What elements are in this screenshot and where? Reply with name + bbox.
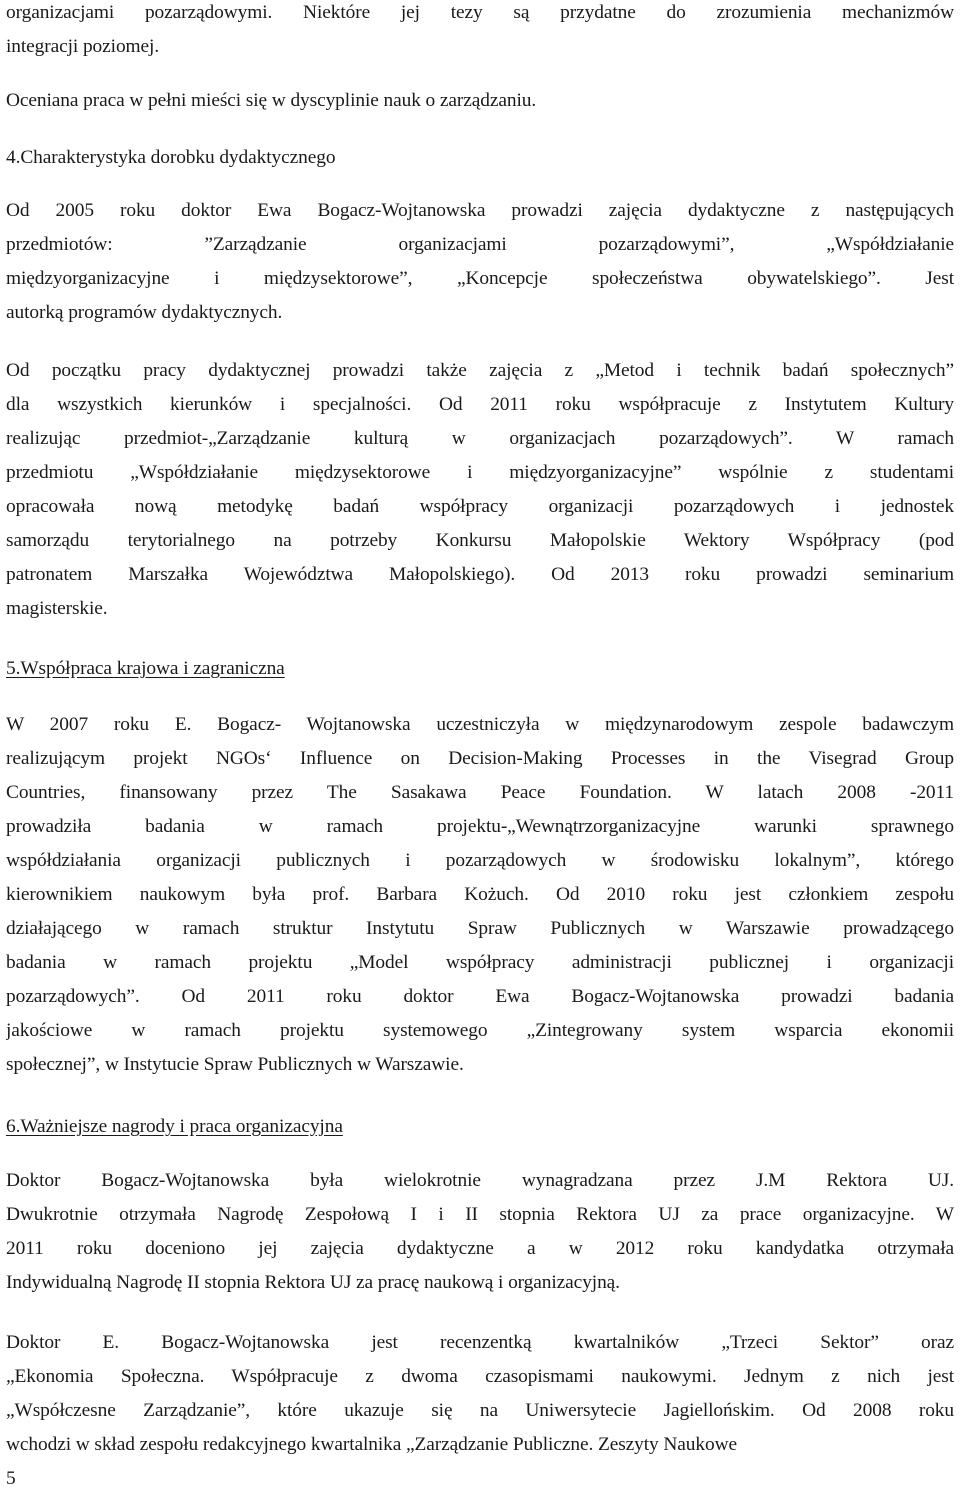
paragraph-line: jakościowe w ramach projektu systemowego „Zintegrowany system wsparcia ekonomii [6,1020,954,1041]
paragraph-line: integracji poziomej. [6,36,160,57]
paragraph-line: Doktor Bogacz-Wojtanowska była wielokrotnie wynagradzana przez J.M Rektora UJ. [6,1170,954,1191]
paragraph-line: samorządu terytorialnego na potrzeby Konkursu Małopolskie Wektory Współpracy (pod [6,530,954,551]
paragraph-line: „Współczesne Zarządzanie”, które ukazuje się na Uniwersytecie Jagiellońskim. Od 2008 roku [6,1400,954,1421]
paragraph-line: Indywidualną Nagrodę II stopnia Rektora UJ za pracę naukową i organizacyjną. [6,1272,620,1293]
paragraph-line: Oceniana praca w pełni mieści się w dyscyplinie nauk o zarządzaniu. [6,90,537,111]
paragraph-line: Od początku pracy dydaktycznej prowadzi także zajęcia z „Metod i technik badań społecznych” [6,360,954,381]
paragraph-line: realizując przedmiot-„Zarządzanie kulturą w organizacjach pozarządowych”. W ramach [6,428,954,449]
paragraph-line: pozarządowych”. Od 2011 roku doktor Ewa Bogacz-Wojtanowska prowadzi badania [6,986,954,1007]
paragraph-line: Doktor E. Bogacz-Wojtanowska jest recenzentką kwartalników „Trzeci Sektor” oraz [6,1332,954,1353]
paragraph-line: przedmiotu „Współdziałanie międzysektorowe i międzyorganizacyjne” wspólnie z studentami [6,462,954,483]
paragraph-line: „Ekonomia Społeczna. Współpracuje z dwoma czasopismami naukowymi. Jednym z nich jest [6,1366,954,1387]
paragraph-line: Od 2005 roku doktor Ewa Bogacz-Wojtanowska prowadzi zajęcia dydaktyczne z następujących [6,200,954,221]
paragraph-line: patronatem Marszałka Województwa Małopolskiego). Od 2013 roku prowadzi seminarium [6,564,954,585]
section-heading: 6.Ważniejsze nagrody i praca organizacyjna [6,1116,343,1137]
paragraph-line: Dwukrotnie otrzymała Nagrodę Zespołową I i II stopnia Rektora UJ za prace organizacyjne. W [6,1204,954,1225]
paragraph-line: wchodzi w skład zespołu redakcyjnego kwartalnika „Zarządzanie Publiczne. Zeszyty Naukowe [6,1434,737,1455]
paragraph-line: organizacjami pozarządowymi. Niektóre jej tezy są przydatne do zrozumienia mechanizmów [6,2,954,23]
paragraph-line: 2011 roku doceniono jej zajęcia dydaktyczne a w 2012 roku kandydatka otrzymała [6,1238,954,1259]
paragraph-line: międzyorganizacyjne i międzysektorowe”, „Koncepcje społeczeństwa obywatelskiego”. Jest [6,268,954,289]
paragraph-line: kierownikiem naukowym była prof. Barbara Kożuch. Od 2010 roku jest członkiem zespołu [6,884,954,905]
page-number: 5 [6,1468,16,1489]
paragraph-line: prowadziła badania w ramach projektu-„Wewnątrzorganizacyjne warunki sprawnego [6,816,954,837]
paragraph-line: dla wszystkich kierunków i specjalności. Od 2011 roku współpracuje z Instytutem Kultury [6,394,954,415]
paragraph-line: opracowała nową metodykę badań współpracy organizacji pozarządowych i jednostek [6,496,954,517]
paragraph-line: przedmiotów: ”Zarządzanie organizacjami pozarządowymi”, „Współdziałanie [6,234,954,255]
section-heading: 5.Współpraca krajowa i zagraniczna [6,658,285,679]
section-heading: 4.Charakterystyka dorobku dydaktycznego [6,147,336,168]
paragraph-line: realizującym projekt NGOs‘ Influence on Decision-Making Processes in the Visegrad Group [6,748,954,769]
paragraph-line: W 2007 roku E. Bogacz- Wojtanowska uczestniczyła w międzynarodowym zespole badawczym [6,714,954,735]
paragraph-line: magisterskie. [6,598,108,619]
paragraph-line: badania w ramach projektu „Model współpracy administracji publicznej i organizacji [6,952,954,973]
paragraph-line: działającego w ramach struktur Instytutu Spraw Publicznych w Warszawie prowadzącego [6,918,954,939]
paragraph-line: współdziałania organizacji publicznych i pozarządowych w środowisku lokalnym”, którego [6,850,954,871]
paragraph-line: Countries, finansowany przez The Sasakawa Peace Foundation. W latach 2008 -2011 [6,782,954,803]
paragraph-line: społecznej”, w Instytucie Spraw Publicznych w Warszawie. [6,1054,464,1075]
paragraph-line: autorką programów dydaktycznych. [6,302,283,323]
